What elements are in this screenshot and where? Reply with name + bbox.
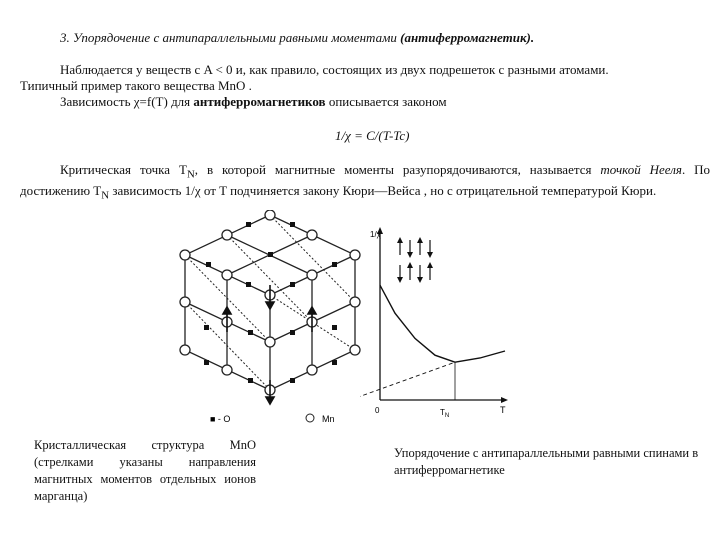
- legend-mn-symbol: [306, 414, 314, 422]
- heading-text: Упорядочение с антипараллельными равными моментами: [73, 30, 397, 45]
- paragraph-1: [20, 62, 710, 110]
- series-line-1: [455, 351, 505, 362]
- neel-subscript-2: N: [101, 189, 110, 202]
- legend-oxygen: ■ - O: [210, 414, 231, 424]
- neel-point-term: точкой Нееля: [600, 162, 682, 177]
- antiparallel-spin-arrows: [400, 240, 430, 280]
- paragraph-2-part-2: , в которой магнитные моменты разупорядочиваются, называется: [194, 162, 592, 177]
- plot-axes: [380, 230, 505, 400]
- legend-mn: Mn: [322, 414, 335, 424]
- heading-number: 3.: [60, 30, 70, 45]
- neel-temperature-label: $T_N$: [440, 408, 450, 419]
- x-axis-label: T: [500, 405, 506, 415]
- paragraph-1-line-3-prefix: Зависимость χ=f(T) для: [60, 94, 191, 109]
- neel-subscript: N: [186, 168, 195, 181]
- paragraph-1-line-3-suffix: описывается законом: [328, 94, 447, 109]
- paragraph-2-part-1: Критическая точка T: [60, 162, 187, 177]
- y-axis-label: 1/χ: [370, 230, 381, 239]
- series-line-0: [380, 285, 455, 362]
- mno-crystal-structure-figure: [170, 210, 370, 430]
- section-heading: [60, 30, 534, 46]
- paragraph-2-part-4: зависимость 1/χ от T подчиняется закону Кюри—Вейса , но с отрицательной температурой Кюри.: [109, 182, 657, 198]
- paragraph-1-line-3-bold: антиферромагнетиков: [193, 94, 326, 109]
- plot-lines: [360, 285, 505, 400]
- paragraph-2-part-3: . По достижению T: [20, 162, 711, 198]
- paragraph-2: [20, 162, 710, 203]
- susceptibility-plot-figure: [360, 225, 530, 425]
- x-axis-arrow: [501, 397, 508, 403]
- spin-arrow-heads: [397, 237, 433, 283]
- origin-label: 0: [375, 406, 380, 415]
- paragraph-1-line-2: Типичный пример такого вещества MnO .: [20, 78, 252, 93]
- heading-bold: (антиферромагнетик).: [400, 30, 535, 45]
- series-line-2: [360, 362, 455, 400]
- paragraph-1-line-1: Наблюдается у веществ с A < 0 и, как правило, состоящих из двух подрешеток с разными атомами.: [60, 62, 609, 77]
- curie-weiss-formula: 1/χ = C/(T-Tc): [335, 128, 410, 143]
- caption-crystal-structure: Кристаллическая структура MnO (стрелками указаны направления магнитных моментов отдельных ионов марганца): [34, 438, 256, 503]
- crystal-legend: [210, 414, 335, 424]
- caption-antiferromagnet: Упорядочение с антипараллельными равными спинами в антиферромагнетике: [394, 446, 699, 477]
